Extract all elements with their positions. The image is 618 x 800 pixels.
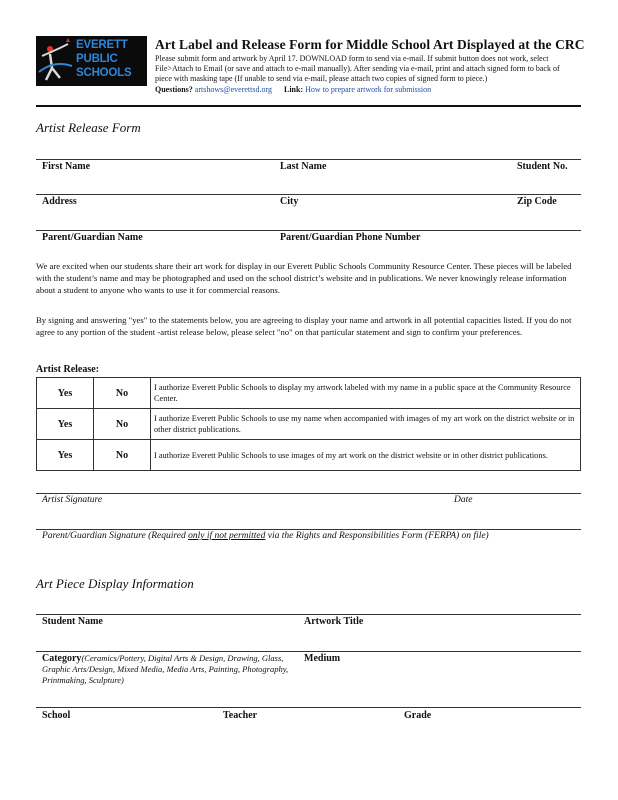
last-name-field[interactable]: Last Name [280, 161, 327, 172]
grade-field[interactable]: Grade [404, 710, 432, 721]
release-2-no[interactable]: No [94, 409, 151, 440]
category-options: (Ceramics/Pottery, Digital Arts & Design, Drawing, Glass, Graphic Arts/Design, Mixed Media, Media Arts, Painting, Photography, Printmaking, Sculpture) [42, 653, 289, 685]
artist-release-heading: Artist Release Form [36, 120, 141, 135]
artist-signature-line [36, 493, 581, 494]
parent-signature-suffix: via the Rights and Responsibilities Form (FERPA) on file) [265, 531, 489, 541]
city-field[interactable]: City [280, 196, 299, 207]
category-label: Category [42, 653, 82, 664]
release-2-yes[interactable]: Yes [37, 409, 94, 440]
school-row-line [36, 707, 581, 708]
logo-text-1: EVERETT [76, 39, 128, 51]
school-field[interactable]: School [42, 710, 71, 721]
release-1-text: I authorize Everett Public Schools to display my artwork labeled with my name in a public space at the Community Resource Center. [151, 378, 581, 409]
student-row-line [36, 614, 581, 615]
parent-signature-prefix: Parent/Guardian Signature (Required [42, 531, 189, 541]
parent-signature-field[interactable] [42, 531, 489, 541]
release-3-text: I authorize Everett Public Schools to use images of my art work on the district website or in other district publications. [151, 440, 581, 471]
district-logo [36, 36, 147, 86]
category-field[interactable] [42, 653, 294, 686]
link-label: Link: [284, 85, 304, 94]
date-field[interactable]: Date [454, 495, 473, 505]
parent-signature-condition: only if not permitted [188, 531, 266, 541]
parent-signature-line [36, 529, 581, 530]
release-2-text: I authorize Everett Public Schools to use my name when accompanied with images of my art work on the district website or in other district publications. [151, 409, 581, 440]
student-no-field[interactable]: Student No. [517, 161, 568, 172]
how-to-prepare-link[interactable]: How to prepare artwork for submission [305, 85, 432, 94]
release-table [36, 377, 581, 471]
first-name-field[interactable]: First Name [42, 161, 91, 172]
release-row-2 [37, 409, 581, 440]
artist-release-label: Artist Release: [36, 364, 100, 375]
art-piece-heading: Art Piece Display Information [36, 576, 194, 591]
category-row-line [36, 651, 581, 652]
zip-code-field[interactable]: Zip Code [517, 196, 557, 207]
release-3-yes[interactable]: Yes [37, 440, 94, 471]
questions-row [155, 85, 431, 94]
questions-email-link[interactable]: artshows@everettsd.org [194, 85, 272, 94]
release-paragraph-1: We are excited when our students share their art work for display in our Everett Public Schools Community Resource Center. These pieces will be labeled with the student’s name and may be photographed and used on the school district’s website and in publications. We never knowingly release information about a student to anyone who wants to use it for commercial reasons. [36, 261, 572, 295]
student-name-field[interactable]: Student Name [42, 616, 103, 627]
release-row-3 [37, 440, 581, 471]
release-3-no[interactable]: No [94, 440, 151, 471]
address-row-line [36, 194, 581, 195]
release-row-1 [37, 378, 581, 409]
guardian-row-line [36, 230, 581, 231]
logo-text-2: PUBLIC [76, 53, 118, 65]
form-instructions: Please submit form and artwork by April 17. DOWNLOAD form to send via e-mail. If submit button does not work, select File>Attach to Email (or save and attach to e-mail manually). After sending via e-mail, print and attach signed form to back of piece with masking tape (If unable to send via e-mail, please attach two copies of signed form to piece.) [155, 54, 560, 83]
medium-field[interactable]: Medium [304, 653, 341, 664]
artist-signature-field[interactable]: Artist Signature [42, 495, 103, 505]
torch-figure-icon [36, 36, 76, 86]
address-field[interactable]: Address [42, 196, 77, 207]
name-row-line [36, 159, 581, 160]
guardian-phone-field[interactable]: Parent/Guardian Phone Number [280, 232, 421, 243]
header-divider [36, 105, 581, 107]
release-paragraph-2: By signing and answering "yes" to the statements below, you are agreeing to display your name and artwork in all potential capacities listed. If you do not agree to any portion of the student -artist release below, please select "no" on that particular statement and sign to confirm your preferences. [36, 315, 572, 337]
artwork-title-field[interactable]: Artwork Title [304, 616, 364, 627]
form-title: Art Label and Release Form for Middle School Art Displayed at the CRC [155, 37, 585, 52]
teacher-field[interactable]: Teacher [223, 710, 258, 721]
logo-text-3: SCHOOLS [76, 67, 132, 79]
questions-label: Questions? [155, 85, 193, 94]
release-1-no[interactable]: No [94, 378, 151, 409]
release-1-yes[interactable]: Yes [37, 378, 94, 409]
guardian-name-field[interactable]: Parent/Guardian Name [42, 232, 143, 243]
